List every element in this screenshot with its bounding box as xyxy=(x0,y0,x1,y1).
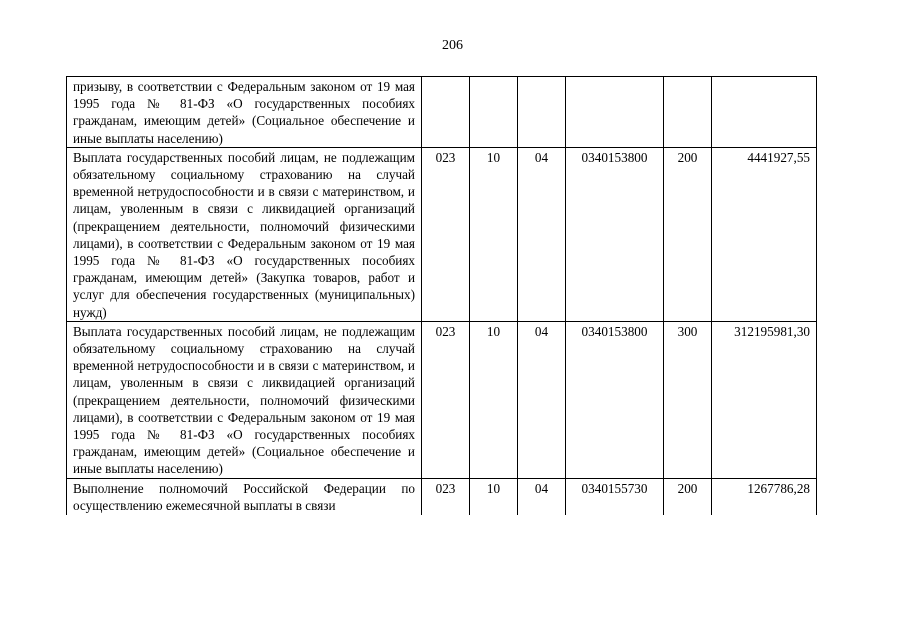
row-description-truncated xyxy=(67,478,422,515)
subsection-code xyxy=(518,77,566,148)
ministry-code: 023 xyxy=(422,478,470,515)
expense-type-code: 200 xyxy=(664,478,712,515)
row-description: Выплата государственных пособий лицам, не подлежащим обязательному социальному страхованию на случай временной нетрудоспособности и в связи с материнством, и лицам, уволенным в связи с ликвидацией организаций (прекращением деятельности, полномочий физическими лицами), в соответствии с Федеральным законом от 19 мая 1995 года № 81-ФЗ «О государственных пособиях гражданам, имеющим детей» (Социальное обеспечение и иные выплаты населению) xyxy=(67,321,422,478)
subsection-code: 04 xyxy=(518,321,566,478)
section-code: 10 xyxy=(470,478,518,515)
row-description: Выплата государственных пособий лицам, не подлежащим обязательному социальному страхованию на случай временной нетрудоспособности и в связи с материнством, и лицам, уволенным в связи с ликвидацией организаций (прекращением деятельности, полномочий физическими лицами), в соответствии с Федеральным законом от 19 мая 1995 года № 81-ФЗ «О государственных пособиях гражданам, имеющим детей» (Закупка товаров, работ и услуг для обеспечения государственных (муниципальных) нужд) xyxy=(67,147,422,321)
amount: 4441927,55 xyxy=(712,147,817,321)
subsection-code: 04 xyxy=(518,478,566,515)
target-article-code xyxy=(566,77,664,148)
amount: 312195981,30 xyxy=(712,321,817,478)
section-code: 10 xyxy=(470,147,518,321)
table-row xyxy=(67,147,817,321)
target-article-code: 0340153800 xyxy=(566,147,664,321)
page-number: 206 xyxy=(442,38,463,53)
expense-type-code: 200 xyxy=(664,147,712,321)
ministry-code: 023 xyxy=(422,147,470,321)
target-article-code: 0340153800 xyxy=(566,321,664,478)
expense-type-code xyxy=(664,77,712,148)
table-row xyxy=(67,77,817,148)
table-row xyxy=(67,321,817,478)
section-code: 10 xyxy=(470,321,518,478)
expense-type-code: 300 xyxy=(664,321,712,478)
ministry-code xyxy=(422,77,470,148)
target-article-code: 0340155730 xyxy=(566,478,664,515)
row-description-text: Выполнение полномочий Российской Федерации по осуществлению ежемесячной выплаты в связи xyxy=(73,480,415,513)
subsection-code: 04 xyxy=(518,147,566,321)
section-code xyxy=(470,77,518,148)
amount xyxy=(712,77,817,148)
table-row xyxy=(67,478,817,515)
amount: 1267786,28 xyxy=(712,478,817,515)
ministry-code: 023 xyxy=(422,321,470,478)
budget-table xyxy=(66,76,817,515)
row-description: призыву, в соответствии с Федеральным законом от 19 мая 1995 года № 81-ФЗ «О государственных пособиях гражданам, имеющим детей» (Социальное обеспечение и иные выплаты населению) xyxy=(67,77,422,148)
